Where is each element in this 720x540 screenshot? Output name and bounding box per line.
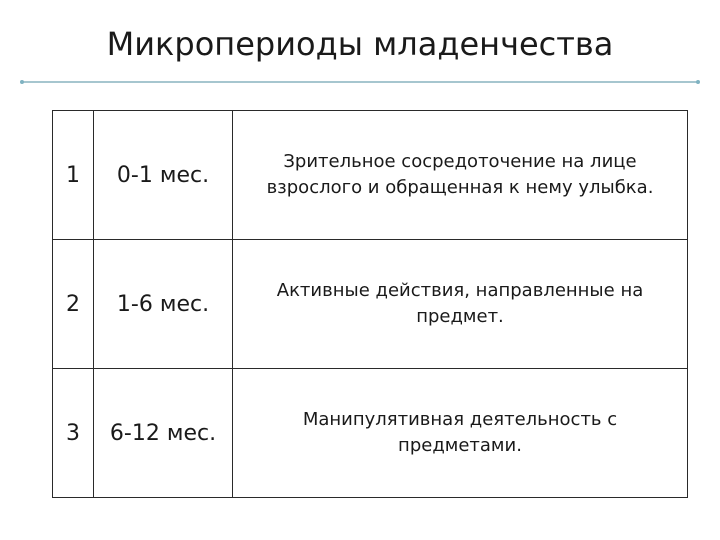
- row-number: 2: [53, 240, 94, 369]
- divider-right-dot-icon: [696, 80, 700, 84]
- periods-table: [52, 110, 688, 498]
- row-number: 1: [53, 111, 94, 240]
- row-age: 0-1 мес.: [94, 111, 233, 240]
- row-description-cell: [233, 111, 688, 240]
- row-number: 3: [53, 369, 94, 498]
- row-description-cell: [233, 240, 688, 369]
- table-row: [53, 111, 688, 240]
- row-description: Манипулятивная деятельность с предметами.: [302, 409, 618, 456]
- divider-line: [20, 80, 700, 84]
- title-divider: [20, 80, 700, 84]
- divider-left-dot-icon: [20, 80, 24, 84]
- row-description: Зрительное сосредоточение на лице взрослого и обращенная к нему улыбка.: [266, 151, 654, 198]
- row-age: 6-12 мес.: [94, 369, 233, 498]
- table-row: [53, 369, 688, 498]
- row-age: 1-6 мес.: [94, 240, 233, 369]
- page-title: Микропериоды младенчества: [106, 25, 614, 63]
- row-description-cell: [233, 369, 688, 498]
- table-row: [53, 240, 688, 369]
- row-description: Активные действия, направленные на предмет.: [276, 280, 644, 327]
